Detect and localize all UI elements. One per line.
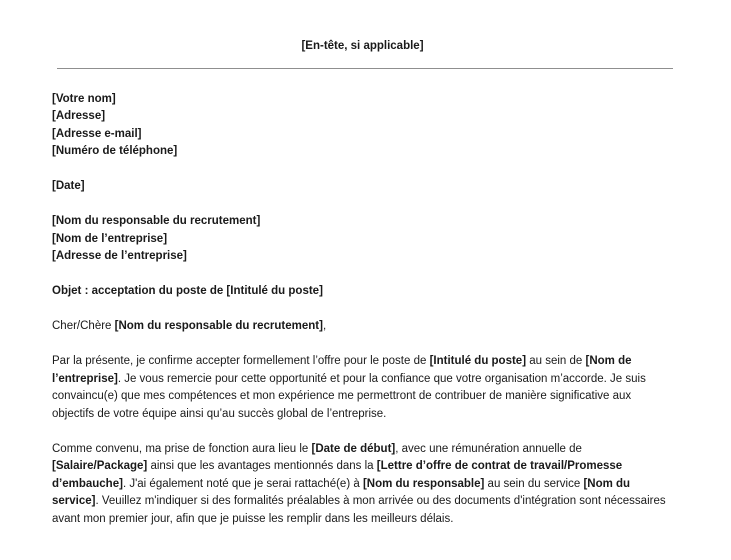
letter-header-placeholder: [En-tête, si applicable] bbox=[301, 40, 424, 52]
sender-address: [Adresse] bbox=[52, 110, 106, 122]
date-line: [Date] bbox=[52, 180, 85, 192]
recipient-manager-name: [Nom du responsable du recrutement] bbox=[52, 215, 261, 227]
paragraph-acceptance: Par la présente, je confirme accepter formellement l’offre pour le poste de [Intitulé du poste] au sein de [Nom de l’entreprise]. Je vous remercie pour cette opportunité et pour la confiance que votre organisation m’accorde. Je suis convaincu(e) que mes compétences et mon expérience me permettront de contribuer de manière significative aux objectifs de votre équipe ainsi qu’au succès global de l’entreprise. bbox=[52, 355, 646, 420]
recipient-block bbox=[52, 213, 673, 266]
sender-name: [Votre nom] bbox=[52, 92, 116, 105]
salutation-line: Cher/Chère [Nom du responsable du recrutement], bbox=[52, 320, 327, 332]
sender-email: [Adresse e-mail] bbox=[52, 127, 142, 140]
sender-block bbox=[52, 91, 673, 161]
header-divider bbox=[57, 68, 673, 69]
recipient-company-name: [Nom de l’entreprise] bbox=[52, 232, 168, 245]
sender-phone: [Numéro de téléphone] bbox=[52, 145, 178, 157]
recipient-company-address: [Adresse de l’entreprise] bbox=[52, 250, 187, 262]
subject-line: Objet : acceptation du poste de [Intitulé du poste] bbox=[52, 285, 323, 297]
paragraph-terms: Comme convenu, ma prise de fonction aura lieu le [Date de début], avec une rémunération annuelle de [Salaire/Package] ainsi que les avantages mentionnés dans la [Lettre d’offre de contrat de travail/Promesse d’embauche]. J'ai également noté que je serai rattaché(e) à [Nom du responsable] au sein du service [Nom du service]. Veuillez m'indiquer si des formalités préalables à mon arrivée ou des documents d'intégration sont nécessaires avant mon premier jour, afin que je puisse les remplir dans les meilleurs délais. bbox=[52, 442, 666, 525]
